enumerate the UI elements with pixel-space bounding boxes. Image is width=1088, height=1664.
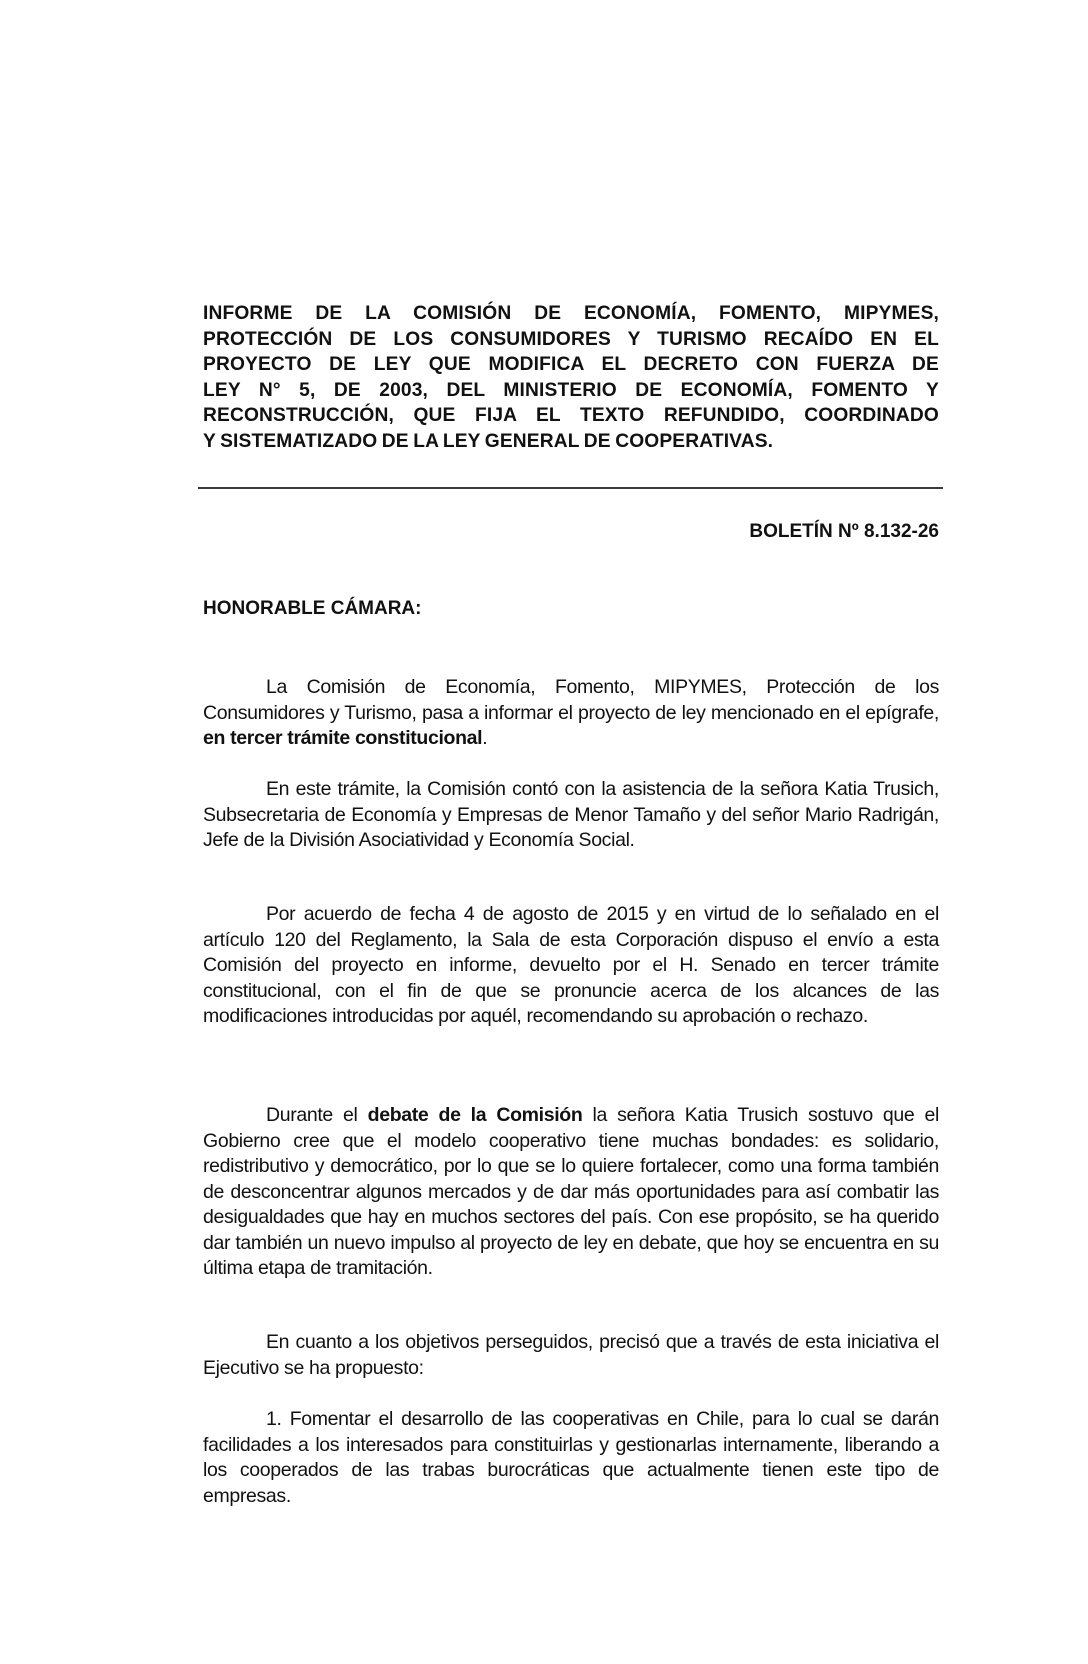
paragraph-intro [203,675,939,752]
salutation-heading: HONORABLE CÁMARA: [203,598,422,619]
title-line: PROTECCIÓN DE LOS CONSUMIDORES Y TURISMO RECAÍDO EN EL [203,328,939,350]
paragraph-text: . [482,727,488,749]
paragraph-text: la señora Katia Trusich sostuvo que el Gobierno cree que el modelo cooperativo tiene muchas bondades: es solidario, redistributivo y democrático, por lo que se lo quiere fortalecer, como una forma también de desconcentrar algunos mercados y de dar más oportunidades para así combatir las desigualdades que hay en muchos sectores del país. Con ese propósito, se ha querido dar también un nuevo impulso al proyecto de ley en debate, que hoy se encuentra en su última etapa de tramitación. [203,1104,939,1279]
title-line: RECONSTRUCCIÓN, QUE FIJA EL TEXTO REFUNDIDO, COORDINADO [203,405,939,426]
title-line: Y SISTEMATIZADO DE LA LEY GENERAL DE COOPERATIVAS. [203,430,774,452]
paragraph-text: La Comisión de Economía, Fomento, MIPYMES, Protección de los Consumidores y Turismo, pasa a informar el proyecto de ley mencionado en el epígrafe, [203,676,939,724]
paragraph-objective-1: 1. Fomentar el desarrollo de las cooperativas en Chile, para lo cual se darán facilidades a los interesados para constituirlas y gestionarlas internamente, liberando a los cooperados de las trabas burocráticas que actualmente tienen este tipo de empresas. [203,1408,939,1507]
title-line: INFORME DE LA COMISIÓN DE ECONOMÍA, FOMENTO, MIPYMES, [203,303,939,324]
paragraph-attendance: En este trámite, la Comisión contó con la asistencia de la señora Katia Trusich, Subsecretaria de Economía y Empresas de Menor Tamaño y del señor Mario Radrigán, Jefe de la División Asociatividad y Economía Social. [203,778,939,851]
title-line: PROYECTO DE LEY QUE MODIFICA EL DECRETO CON FUERZA DE [203,354,939,375]
paragraph-debate [203,1103,939,1282]
paragraph-text: Durante el [266,1104,368,1126]
bulletin-number: BOLETÍN Nº 8.132-26 [749,521,939,542]
title-separator-rule [198,487,943,489]
paragraph-emphasis: debate de la Comisión [367,1104,583,1126]
document-title [203,301,939,454]
paragraph-objectives-intro: En cuanto a los objetivos perseguidos, precisó que a través de esta iniciativa el Ejecutivo se ha propuesto: [203,1331,939,1379]
title-line: LEY N° 5, DE 2003, DEL MINISTERIO DE ECONOMÍA, FOMENTO Y [203,379,939,401]
paragraph-emphasis: en tercer trámite constitucional [203,727,483,749]
paragraph-referral: Por acuerdo de fecha 4 de agosto de 2015 y en virtud de lo señalado en el artículo 120 del Reglamento, la Sala de esta Corporación dispuso el envío a esta Comisión del proyecto en informe, devuelto por el H. Senado en tercer trámite constitucional, con el fin de que se pronuncie acerca de los alcances de las modificaciones introducidas por aquél, recomendando su aprobación o rechazo. [203,903,939,1027]
